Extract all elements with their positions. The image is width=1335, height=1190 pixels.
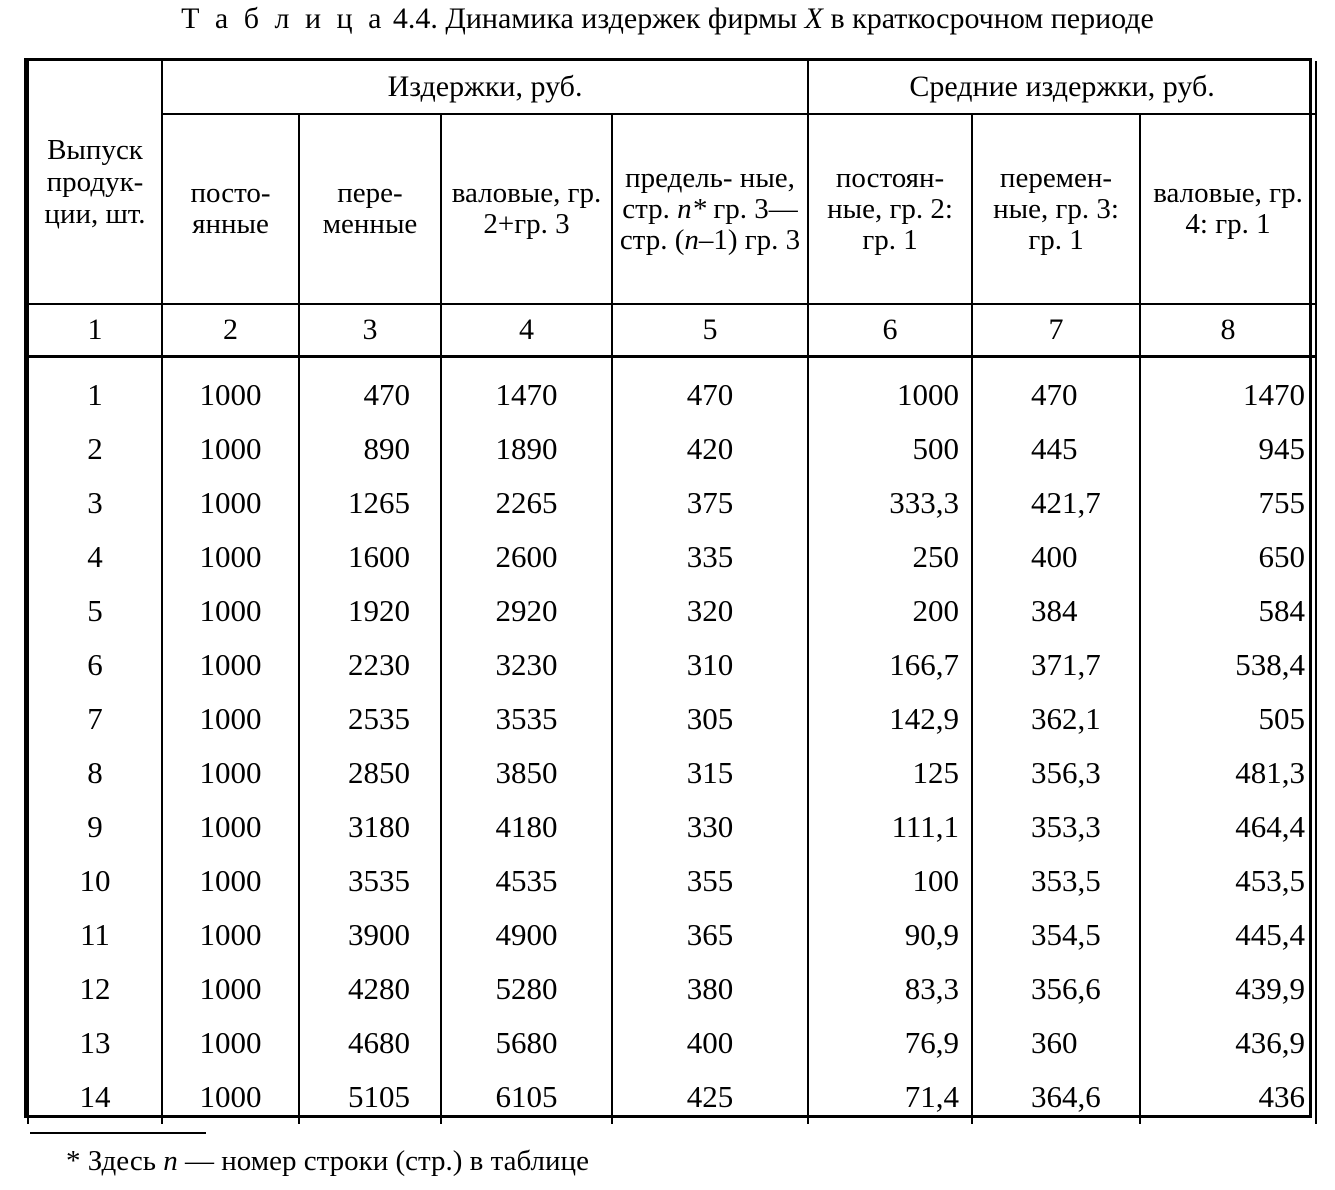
footnote-n: n xyxy=(163,1145,178,1177)
table-cell: 3900 xyxy=(299,908,441,962)
header-col4: валовые, гр. 2+гр. 3 xyxy=(441,114,612,304)
table-cell: 420 xyxy=(612,422,808,476)
table-cell: 111,1 xyxy=(808,800,972,854)
table-row xyxy=(28,962,1316,1016)
table-cell: 1000 xyxy=(162,1070,299,1124)
table-cell: 5280 xyxy=(441,962,612,1016)
table-cell: 142,9 xyxy=(808,692,972,746)
column-number: 4 xyxy=(441,304,612,357)
table-cell: 330 xyxy=(612,800,808,854)
header-col8: валовые, гр. 4: гр. 1 xyxy=(1140,114,1316,304)
table-cell: 14 xyxy=(28,1070,162,1124)
table-cell: 436,9 xyxy=(1140,1016,1316,1070)
table-cell: 1000 xyxy=(162,962,299,1016)
header-col7: перемен- ные, гр. 3: гр. 1 xyxy=(972,114,1140,304)
table-cell: 10 xyxy=(28,854,162,908)
table-cell: 1000 xyxy=(162,476,299,530)
table-row xyxy=(28,1016,1316,1070)
table-cell: 364,6 xyxy=(972,1070,1140,1124)
table-cell: 7 xyxy=(28,692,162,746)
table-row xyxy=(28,1070,1316,1124)
table-row xyxy=(28,638,1316,692)
table-caption xyxy=(0,2,1335,36)
table-cell: 3535 xyxy=(299,854,441,908)
footnote xyxy=(66,1144,589,1178)
table-cell: 315 xyxy=(612,746,808,800)
table-cell: 1 xyxy=(28,357,162,423)
table-cell: 890 xyxy=(299,422,441,476)
table-cell: 1470 xyxy=(1140,357,1316,423)
caption-label: Т а б л и ц а xyxy=(181,2,386,35)
table-cell: 4535 xyxy=(441,854,612,908)
table-cell: 13 xyxy=(28,1016,162,1070)
table-cell: 5680 xyxy=(441,1016,612,1070)
table-cell: 5105 xyxy=(299,1070,441,1124)
table-cell: 90,9 xyxy=(808,908,972,962)
table-cell: 362,1 xyxy=(972,692,1140,746)
table-cell: 1000 xyxy=(162,584,299,638)
table-cell: 481,3 xyxy=(1140,746,1316,800)
table-cell: 333,3 xyxy=(808,476,972,530)
table-cell: 400 xyxy=(972,530,1140,584)
column-number: 6 xyxy=(808,304,972,357)
footnote-rule xyxy=(30,1132,206,1134)
table-cell: 1920 xyxy=(299,584,441,638)
table-cell: 6105 xyxy=(441,1070,612,1124)
header-col5-c: –1) гр. 3 xyxy=(698,223,801,256)
table-cell: 470 xyxy=(299,357,441,423)
header-row-columns xyxy=(28,114,1316,304)
table-cell: 360 xyxy=(972,1016,1140,1070)
header-col5-b: гр. 3— стр. ( xyxy=(619,192,798,256)
table-cell: 356,6 xyxy=(972,962,1140,1016)
table-cell: 500 xyxy=(808,422,972,476)
table-cell: 305 xyxy=(612,692,808,746)
table-cell: 4 xyxy=(28,530,162,584)
table-cell: 8 xyxy=(28,746,162,800)
column-number: 7 xyxy=(972,304,1140,357)
table-cell: 1890 xyxy=(441,422,612,476)
table-cell: 354,5 xyxy=(972,908,1140,962)
header-output: Выпуск продук- ции, шт. xyxy=(28,61,162,304)
caption-tail: в краткосрочном периоде xyxy=(830,2,1154,35)
table-cell: 375 xyxy=(612,476,808,530)
table-cell: 3230 xyxy=(441,638,612,692)
column-number: 1 xyxy=(28,304,162,357)
table-row xyxy=(28,422,1316,476)
table-cell: 166,7 xyxy=(808,638,972,692)
table-row xyxy=(28,854,1316,908)
table-cell: 470 xyxy=(972,357,1140,423)
table-cell: 365 xyxy=(612,908,808,962)
caption-firm: X xyxy=(804,2,823,35)
cost-table-grid xyxy=(27,61,1317,1124)
header-avg-group: Средние издержки, руб. xyxy=(808,61,1316,114)
table-cell: 355 xyxy=(612,854,808,908)
table-cell: 1000 xyxy=(162,854,299,908)
table-cell: 505 xyxy=(1140,692,1316,746)
table-cell: 384 xyxy=(972,584,1140,638)
table-cell: 11 xyxy=(28,908,162,962)
table-cell: 83,3 xyxy=(808,962,972,1016)
table-cell: 2230 xyxy=(299,638,441,692)
table-cell: 439,9 xyxy=(1140,962,1316,1016)
table-cell: 5 xyxy=(28,584,162,638)
table-cell: 76,9 xyxy=(808,1016,972,1070)
table-cell: 1000 xyxy=(162,638,299,692)
header-col5-a: предель- ные, стр. xyxy=(622,161,795,225)
table-row xyxy=(28,692,1316,746)
table-cell: 445 xyxy=(972,422,1140,476)
table-cell: 1470 xyxy=(441,357,612,423)
table-cell: 755 xyxy=(1140,476,1316,530)
header-row-groups xyxy=(28,61,1316,114)
column-number: 8 xyxy=(1140,304,1316,357)
table-cell: 2850 xyxy=(299,746,441,800)
table-row xyxy=(28,476,1316,530)
table-cell: 2920 xyxy=(441,584,612,638)
table-cell: 71,4 xyxy=(808,1070,972,1124)
table-cell: 1000 xyxy=(162,357,299,423)
table-cell: 4280 xyxy=(299,962,441,1016)
table-cell: 2535 xyxy=(299,692,441,746)
table-cell: 945 xyxy=(1140,422,1316,476)
table-cell: 353,3 xyxy=(972,800,1140,854)
table-cell: 9 xyxy=(28,800,162,854)
table-cell: 310 xyxy=(612,638,808,692)
header-col3: пере- менные xyxy=(299,114,441,304)
footnote-text-a: Здесь xyxy=(87,1145,157,1177)
footnote-mark: * xyxy=(66,1145,81,1177)
column-number: 2 xyxy=(162,304,299,357)
table-cell: 125 xyxy=(808,746,972,800)
table-cell: 464,4 xyxy=(1140,800,1316,854)
table-cell: 356,3 xyxy=(972,746,1140,800)
table-cell: 1000 xyxy=(162,422,299,476)
footnote-text-b: — номер строки (стр.) в таблице xyxy=(185,1145,589,1177)
table-cell: 445,4 xyxy=(1140,908,1316,962)
header-col6: постоян- ные, гр. 2: гр. 1 xyxy=(808,114,972,304)
table-cell: 436 xyxy=(1140,1070,1316,1124)
table-cell: 4180 xyxy=(441,800,612,854)
table-cell: 400 xyxy=(612,1016,808,1070)
table-cell: 4680 xyxy=(299,1016,441,1070)
table-cell: 3850 xyxy=(441,746,612,800)
table-cell: 2 xyxy=(28,422,162,476)
table-cell: 1000 xyxy=(162,530,299,584)
table-cell: 380 xyxy=(612,962,808,1016)
table-cell: 421,7 xyxy=(972,476,1140,530)
table-cell: 453,5 xyxy=(1140,854,1316,908)
table-cell: 3180 xyxy=(299,800,441,854)
header-col5 xyxy=(612,114,808,304)
table-cell: 320 xyxy=(612,584,808,638)
table-cell: 2265 xyxy=(441,476,612,530)
table-cell: 1000 xyxy=(162,692,299,746)
header-col5-n: n* xyxy=(677,192,707,225)
table-cell: 584 xyxy=(1140,584,1316,638)
table-row xyxy=(28,800,1316,854)
table-cell: 4900 xyxy=(441,908,612,962)
table-cell: 12 xyxy=(28,962,162,1016)
table-cell: 1000 xyxy=(162,908,299,962)
table-cell: 1265 xyxy=(299,476,441,530)
header-costs-group: Издержки, руб. xyxy=(162,61,808,114)
table-cell: 335 xyxy=(612,530,808,584)
table-cell: 1000 xyxy=(162,746,299,800)
table-row xyxy=(28,908,1316,962)
header-col5-n2: n xyxy=(684,223,699,256)
table-cell: 538,4 xyxy=(1140,638,1316,692)
cost-table xyxy=(24,58,1312,1118)
table-cell: 6 xyxy=(28,638,162,692)
column-number-row xyxy=(28,304,1316,357)
table-cell: 1600 xyxy=(299,530,441,584)
table-cell: 470 xyxy=(612,357,808,423)
caption-text: 4.4. Динамика издержек фирмы xyxy=(392,2,798,35)
table-cell: 100 xyxy=(808,854,972,908)
table-cell: 650 xyxy=(1140,530,1316,584)
table-cell: 371,7 xyxy=(972,638,1140,692)
table-row xyxy=(28,357,1316,423)
table-cell: 1000 xyxy=(162,800,299,854)
table-cell: 3 xyxy=(28,476,162,530)
table-row xyxy=(28,584,1316,638)
table-cell: 2600 xyxy=(441,530,612,584)
table-row xyxy=(28,530,1316,584)
header-col2: посто- янные xyxy=(162,114,299,304)
table-cell: 250 xyxy=(808,530,972,584)
table-cell: 1000 xyxy=(162,1016,299,1070)
table-cell: 1000 xyxy=(808,357,972,423)
table-row xyxy=(28,746,1316,800)
table-cell: 353,5 xyxy=(972,854,1140,908)
column-number: 3 xyxy=(299,304,441,357)
table-cell: 425 xyxy=(612,1070,808,1124)
column-number: 5 xyxy=(612,304,808,357)
table-cell: 200 xyxy=(808,584,972,638)
table-cell: 3535 xyxy=(441,692,612,746)
